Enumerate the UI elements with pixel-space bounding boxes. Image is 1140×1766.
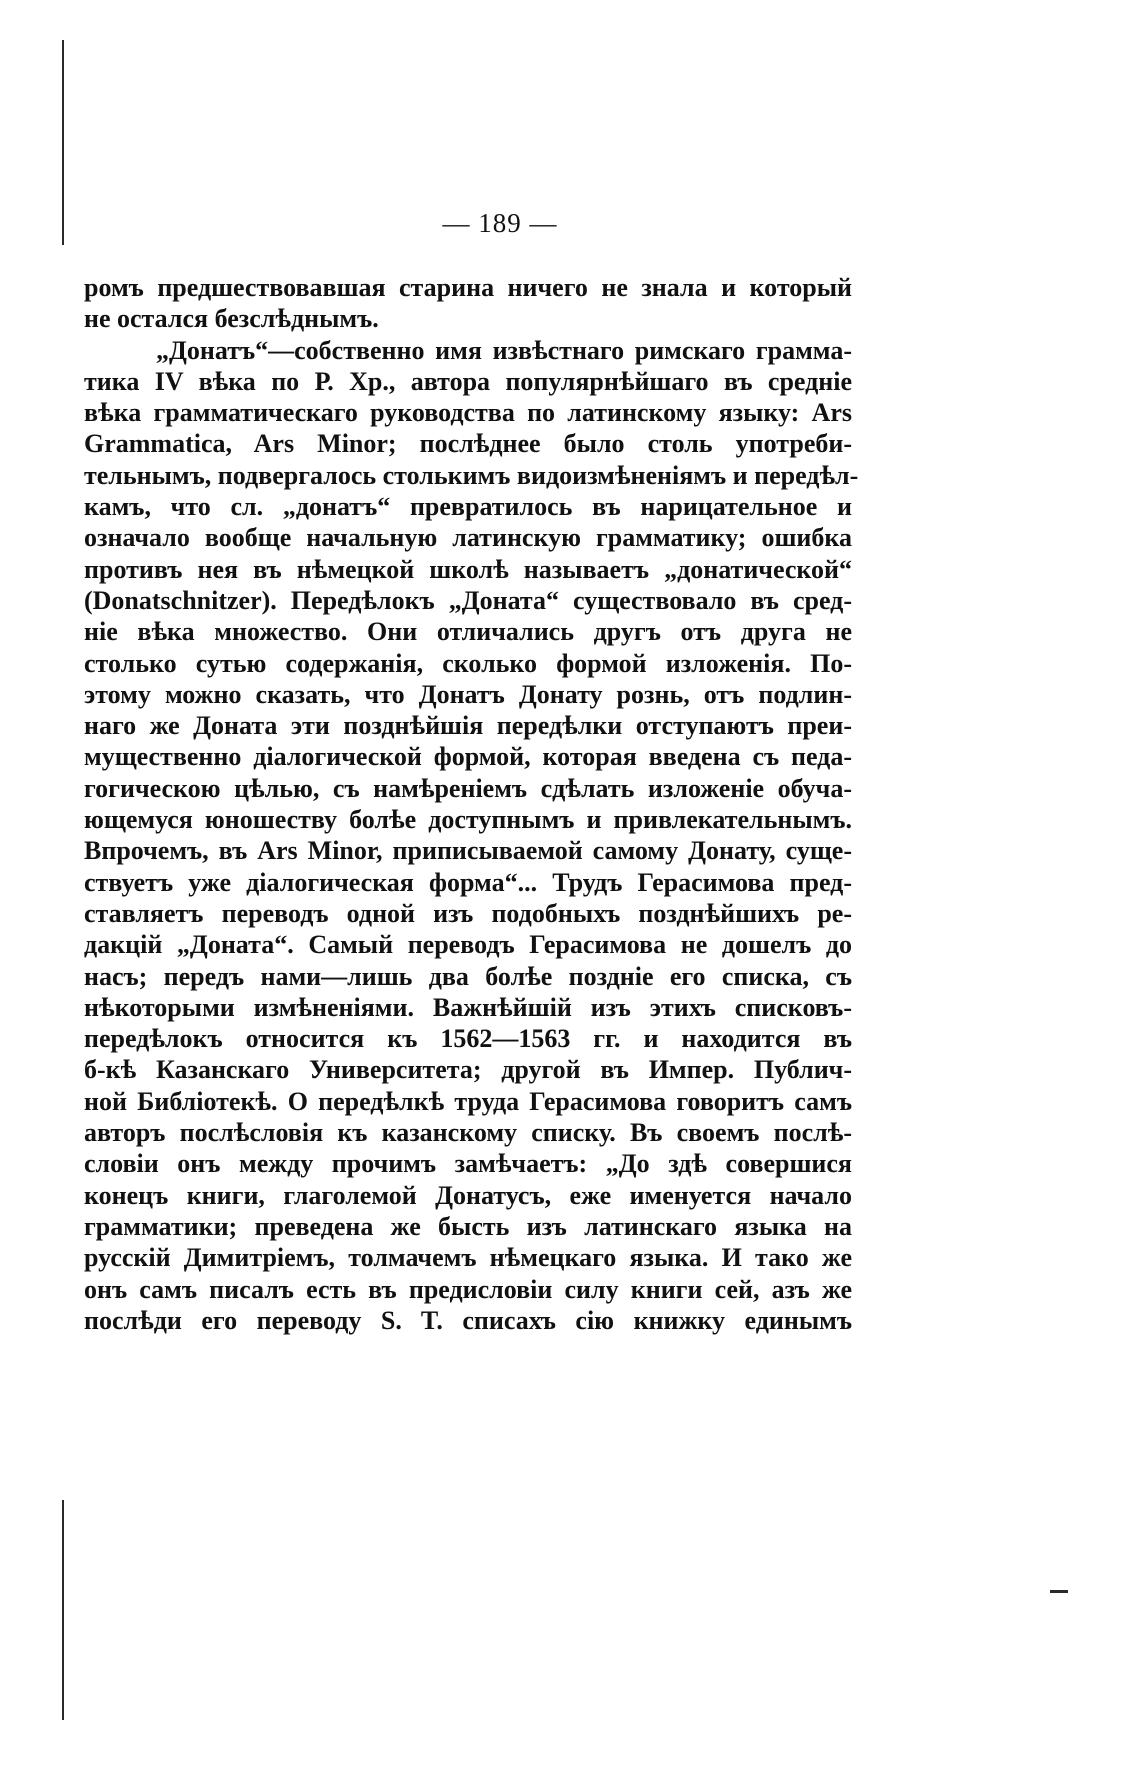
text-line: (Donatschnitzer). Передѣлокъ „Доната“ существовало въ сред- (84, 585, 852, 615)
text-line: Grammatica, Ars Minor; послѣднее было столь употреби- (84, 429, 852, 459)
text-line: гогическою цѣлью, съ намѣреніемъ сдѣлать изложеніе обуча- (84, 773, 852, 803)
text-line: дакцій „Доната“. Самый переводъ Герасимова не дошелъ до (84, 930, 852, 960)
text-line: русскій Димитріемъ, толмачемъ нѣмецкаго языка. И тако же (84, 1243, 852, 1273)
text-line: не остался безслѣднымъ. (84, 304, 379, 334)
text-line: „Донатъ“—собственно имя извѣстнаго римскаго грамма- (156, 335, 852, 365)
scan-mark-right (1050, 1590, 1068, 1593)
text-line: б-кѣ Казанскаго Университета; другой въ Импер. Публич- (84, 1055, 852, 1085)
text-line: онъ самъ писалъ есть въ предисловіи силу книги сей, азъ же (84, 1274, 852, 1304)
text-line: ствуетъ уже діалогическая форма“... Трудъ Герасимова пред- (84, 867, 852, 897)
text-line: ставляетъ переводъ одной изъ подобныхъ позднѣйшихъ ре- (84, 898, 852, 928)
text-line: мущественно діалогической формой, которая введена съ педа- (84, 742, 852, 772)
text-line: этому можно сказать, что Донатъ Донату рознь, отъ подлин- (84, 679, 852, 709)
text-line: авторъ послѣсловія къ казанскому списку. Въ своемъ послѣ- (84, 1118, 852, 1148)
text-line: нѣкоторыми измѣненіями. Важнѣйшій изъ этихъ списковъ- (84, 992, 852, 1022)
text-line: означало вообще начальную латинскую грамматику; ошибка (84, 523, 852, 553)
text-line: камъ, что сл. „донатъ“ превратилось въ нарицательное и (84, 492, 852, 522)
text-line: ніе вѣка множество. Они отличались другъ отъ друга не (84, 617, 852, 647)
text-line: столько сутью содержанія, сколько формой изложенія. По- (84, 648, 852, 678)
text-line: Впрочемъ, въ Ars Minor, приписываемой самому Донату, суще- (84, 836, 852, 866)
text-line: тельнымъ, подвергалось столькимъ видоизмѣненіямъ и передѣл- (84, 460, 859, 490)
text-line: ной Библіотекѣ. О передѣлкѣ труда Герасимова говоритъ самъ (84, 1086, 852, 1116)
text-line: вѣка грамматическаго руководства по латинскому языку: Ars (84, 398, 852, 428)
text-line: насъ; передъ нами—лишь два болѣе поздніе его списка, съ (84, 961, 852, 991)
text-line: словіи онъ между прочимъ замѣчаетъ: „До здѣ совершися (84, 1149, 852, 1179)
page-number: — 189 — (442, 208, 558, 238)
body-text (84, 272, 859, 1336)
text-line: конецъ книги, глаголемой Донатусъ, еже именуется начало (84, 1180, 852, 1210)
text-line: грамматики; преведена же бысть изъ латинскаго языка на (84, 1211, 852, 1241)
text-line: ющемуся юношеству болѣе доступнымъ и привлекательнымъ. (84, 805, 852, 835)
scan-edge-left-bottom (62, 1500, 64, 1720)
text-line: противъ нея въ нѣмецкой школѣ называетъ „донатической“ (84, 554, 852, 584)
text-line: передѣлокъ относится къ 1562—1563 гг. и находится въ (84, 1024, 852, 1054)
text-line: тика IV вѣка по Р. Хр., автора популярнѣйшаго въ средніе (84, 366, 852, 396)
text-line: ромъ предшествовавшая старина ничего не знала и который (84, 273, 852, 302)
text-line: наго же Доната эти позднѣйшія передѣлки отступаютъ преи- (84, 711, 852, 741)
text-line: послѣди его переводу S. T. списахъ сію книжку единымъ (84, 1305, 852, 1335)
